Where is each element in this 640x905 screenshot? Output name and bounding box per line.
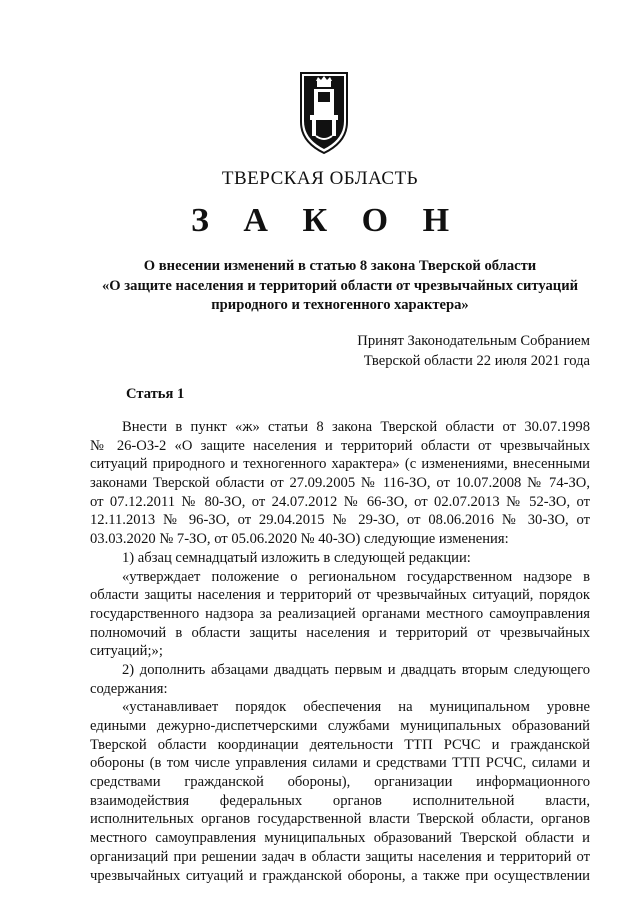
- body-line: едиными дежурно-диспетчерскими службами муниципальных образований: [90, 718, 590, 734]
- body-line: 1) абзац семнадцатый изложить в следующей редакции:: [122, 549, 471, 566]
- body-line: «устанавливает порядок обеспечения на муниципальном уровне: [122, 699, 590, 716]
- body-line: 12.11.2013 № 96-ЗО, от 29.04.2015 № 29-ЗО, от 08.06.2016 № 30-ЗО, от: [90, 512, 590, 529]
- law-title-line: природного и техногенного характера»: [211, 297, 469, 313]
- article-heading: Статья 1: [126, 386, 185, 402]
- body-line: Внести в пункт «ж» статьи 8 закона Тверской области от 30.07.1998: [122, 419, 590, 435]
- law-title-line: О внесении изменений в статью 8 закона Тверской области: [143, 258, 537, 274]
- body-line: «утверждает положение о региональном государственном надзоре в: [122, 568, 590, 585]
- body-line: государственного надзора за реализацией органами местного самоуправления: [90, 605, 590, 622]
- body-line: местного самоуправления муниципальных образований Тверской области и: [90, 830, 590, 847]
- body-line: исполнительных органов государственной власти Тверской области, органов: [90, 811, 590, 828]
- body-line: ситуаций;»;: [90, 643, 163, 660]
- body-line: области защиты населения и территорий от чрезвычайных ситуаций, порядок: [90, 587, 590, 604]
- body-line: 03.03.2020 № 7-ЗО, от 05.06.2020 № 40-ЗО) следующие изменения:: [90, 531, 509, 548]
- body-line: взаимодействия федеральных органов исполнительной власти,: [90, 792, 590, 809]
- law-title: [80, 257, 600, 316]
- body-line: чрезвычайных ситуаций и гражданской обороны, а также при осуществлении: [90, 867, 590, 884]
- body-line: полномочий в области защиты населения и территорий от чрезвычайных: [90, 624, 590, 641]
- body-line: № 26-ОЗ-2 «О защите населения и территорий области от чрезвычайных: [90, 437, 590, 454]
- coat-of-arms-emblem: [298, 70, 350, 156]
- document-type: З А К О Н: [190, 202, 463, 239]
- body-line: ситуаций природного и техногенного характера» (с изменениями, внесенными: [90, 456, 590, 473]
- body-line: от 07.12.2011 № 80-ЗО, от 24.07.2012 № 66-ЗО, от 02.07.2013 № 52-ЗО, от: [90, 493, 590, 510]
- body-line: законами Тверской области от 27.09.2005 № 116-ЗО, от 10.07.2008 № 74-ЗО,: [90, 475, 590, 492]
- region-name: ТВЕРСКАЯ ОБЛАСТЬ: [221, 168, 419, 189]
- body-line: средствами гражданской обороны), организации информационного: [90, 774, 590, 791]
- body-line: обороны (в том числе управления силами и средствами ТТП РСЧС, силами и: [90, 755, 590, 772]
- body-line: Тверской области координации деятельности ТТП РСЧС и гражданской: [90, 736, 590, 753]
- adoption-note: [357, 331, 590, 371]
- adoption-note-line: Принят Законодательным Собранием: [357, 333, 590, 349]
- body-line: 2) дополнить абзацами двадцать первым и двадцать вторым следующего: [122, 661, 590, 678]
- adoption-note-line: Тверской области 22 июля 2021 года: [363, 353, 590, 369]
- body-line: содержания:: [90, 680, 168, 697]
- body-line: организаций при решении задач в области защиты населения и территорий от: [90, 848, 590, 865]
- article-body: [90, 418, 590, 885]
- law-title-line: «О защите населения и территорий области от чрезвычайных ситуаций: [101, 277, 579, 294]
